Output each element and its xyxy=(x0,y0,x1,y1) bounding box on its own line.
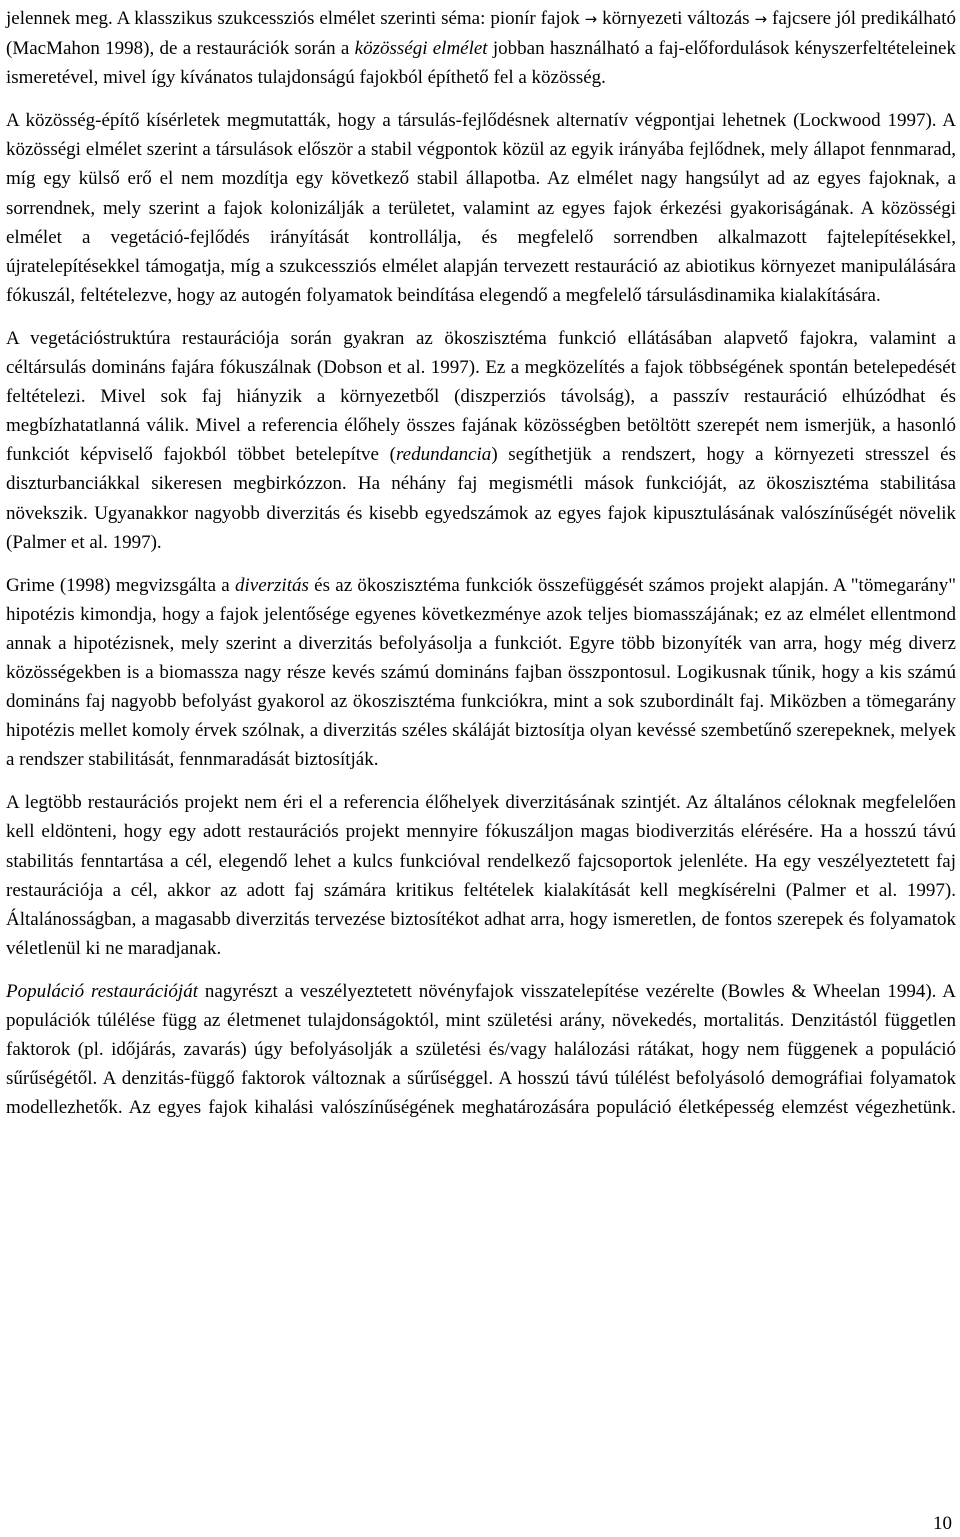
text-run: A legtöbb restaurációs projekt nem éri el a referencia élőhelyek diverzitásának szintjét. Az általános céloknak megfelelően kell eldönteni, hogy egy adott restaurációs projekt mennyire fókuszáljon magas biodiverzitás elérésére. Ha a hosszú távú stabilitás fenntartása a cél, elegendő lehet a kulcs funkcióval rendelkező fajcsoportok jelenléte. Ha egy veszélyeztetett faj restaurációja a cél, akkor az adott faj számára kritikus feltételek kialakítását kell megkísérelni (Palmer et al. 1997). Általánosságban, a magasabb diverzitás tervezése biztosítékot adhat arra, hogy ismeretlen, de fontos szerepek és folyamatok véletlenül ki ne maradjanak. xyxy=(6,792,956,959)
text-run: A közösség-építő kísérletek megmutatták, hogy a társulás-fejlődésnek alternatív végpontjai lehetnek (Lockwood 1997). A közösségi elmélet szerint a társulások először a stabil végpontok közül az egyik irányába fejlődnek, mely állapot fennmarad, míg egy külső erő el nem mozdítja egy következő stabil állapotba. Az elmélet nagy hangsúlyt ad az egyes fajoknak, a sorrendnek, mely szerint a fajok kolonizálják a területet, valamint az egyes fajok érkezési gyakoriságának. A közösségi elmélet a vegetáció-fejlődés irányítását kontrollálja, és megfelelő sorrendben alkalmazott fajtelepítésekkel, újratelepítésekkel támogatja, míg a szukcessziós elmélet alapján tervezett restauráció az abiotikus környezet manipulálására fókuszál, feltételezve, hogy az autogén folyamatok beindítása elegendő a megfelelő társulásdinamika kialakítására. xyxy=(6,110,956,306)
paragraph-population-restoration xyxy=(6,977,956,1122)
text-run: környezeti változás xyxy=(597,8,755,29)
italic-term: redundancia xyxy=(395,444,492,466)
italic-term: Populáció restaurációját xyxy=(6,980,198,1002)
paragraph-vegetation-structure xyxy=(6,324,956,557)
paragraph-diversity-function xyxy=(6,571,956,775)
paragraph-succession-theory xyxy=(6,4,956,92)
text-run: jobban használható a faj-előfordulások kényszerfeltételeinek ismeretével, mivel így kívánatos tulajdonságú fajokból építhető fel a közösség. xyxy=(6,38,956,89)
paragraph-restoration-goals xyxy=(6,788,956,963)
page-number: 10 xyxy=(933,1513,952,1534)
text-run: jelennek meg. A klasszikus szukcessziós elmélet szerinti séma: pionír fajok xyxy=(6,8,585,29)
italic-term: közösségi elmélet xyxy=(354,38,488,60)
right-arrow-icon: → xyxy=(584,10,598,28)
right-arrow-icon: → xyxy=(754,10,768,28)
document-page xyxy=(6,4,956,1136)
paragraph-community-assembly xyxy=(6,106,956,310)
text-run: nagyrészt a veszélyeztetett növényfajok visszatelepítése vezérelte (Bowles & Wheelan 1994). A populációk túlélése függ az életmenet tulajdonságoktól, mint születési arány, növekedés, mortalitás. Denzitástól független faktorok (pl. időjárás, zavarás) úgy befolyásolják a születési és/vagy halálozási rátákat, hogy nem függenek a populáció sűrűségétől. A denzitás-függő faktorok változnak a sűrűséggel. A hosszú távú túlélést befolyásoló demográfiai folyamatok modellezhetők. Az egyes fajok kihalási valószínűségének meghatározására populáció életképesség elemzést végezhetünk. xyxy=(6,980,956,1119)
text-run: és az ökoszisztéma funkciók összefüggését számos projekt alapján. A "tömegarány" hipotézis kimondja, hogy a fajok jelentősége egyenes következménye azok teljes biomasszájának; ez az elmélet ellentmond annak a hipotézisnek, mely szerint a diverzitás befolyásolja a funkciót. Egyre több bizonyíték van arra, hogy még diverz közösségekben is a biomassza nagy része kevés számú domináns fajban összpontosul. Logikusnak tűnik, hogy a kis számú domináns faj nagyobb befolyást gyakorol az ökoszisztéma funkciókra, mint a sok szubordinált faj. Miközben a tömegarány hipotézis mellet komoly érvek szólnak, a diverzitás széles skáláját biztosítja olyan kevéssé szembetűnő szerepeknek, melyek a rendszer stabilitását, fennmaradását biztosítják. xyxy=(6,574,956,771)
text-run: A vegetációstruktúra restaurációja során gyakran az ökoszisztéma funkció ellátásában alapvető fajokra, valamint a céltársulás domináns fajára fókuszálnak (Dobson et al. 1997). Ez a megközelítés a fajok többségének spontán betelepedését feltételezi. Mivel sok faj hiányzik a környezetből (diszperziós távolság), a passzív restauráció elhúzódhat és megbízhatatlanná válik. Mivel a referencia élőhely összes fajának közösségben betöltött szerepét nem ismerjük, a hasonló funkciót képviselő fajokból többet betelepítve ( xyxy=(6,327,956,466)
italic-term: diverzitás xyxy=(235,574,309,596)
text-run: ) segíthetjük a rendszert, hogy a környezeti stresszel és diszturbanciákkal sikeresen megbirkózzon. Ha néhány faj megismétli mások funkcióját, az ökoszisztéma stabilitása növekszik. Ugyanakkor nagyobb diverzitás és kisebb egyedszámok az egyes fajok kipusztulásának valószínűségét növelik (Palmer et al. 1997). xyxy=(6,444,956,553)
text-run: fajcsere jól predikálható (MacMahon 1998), de a restaurációk során a xyxy=(6,8,956,60)
text-run: Grime (1998) megvizsgálta a xyxy=(6,574,235,596)
